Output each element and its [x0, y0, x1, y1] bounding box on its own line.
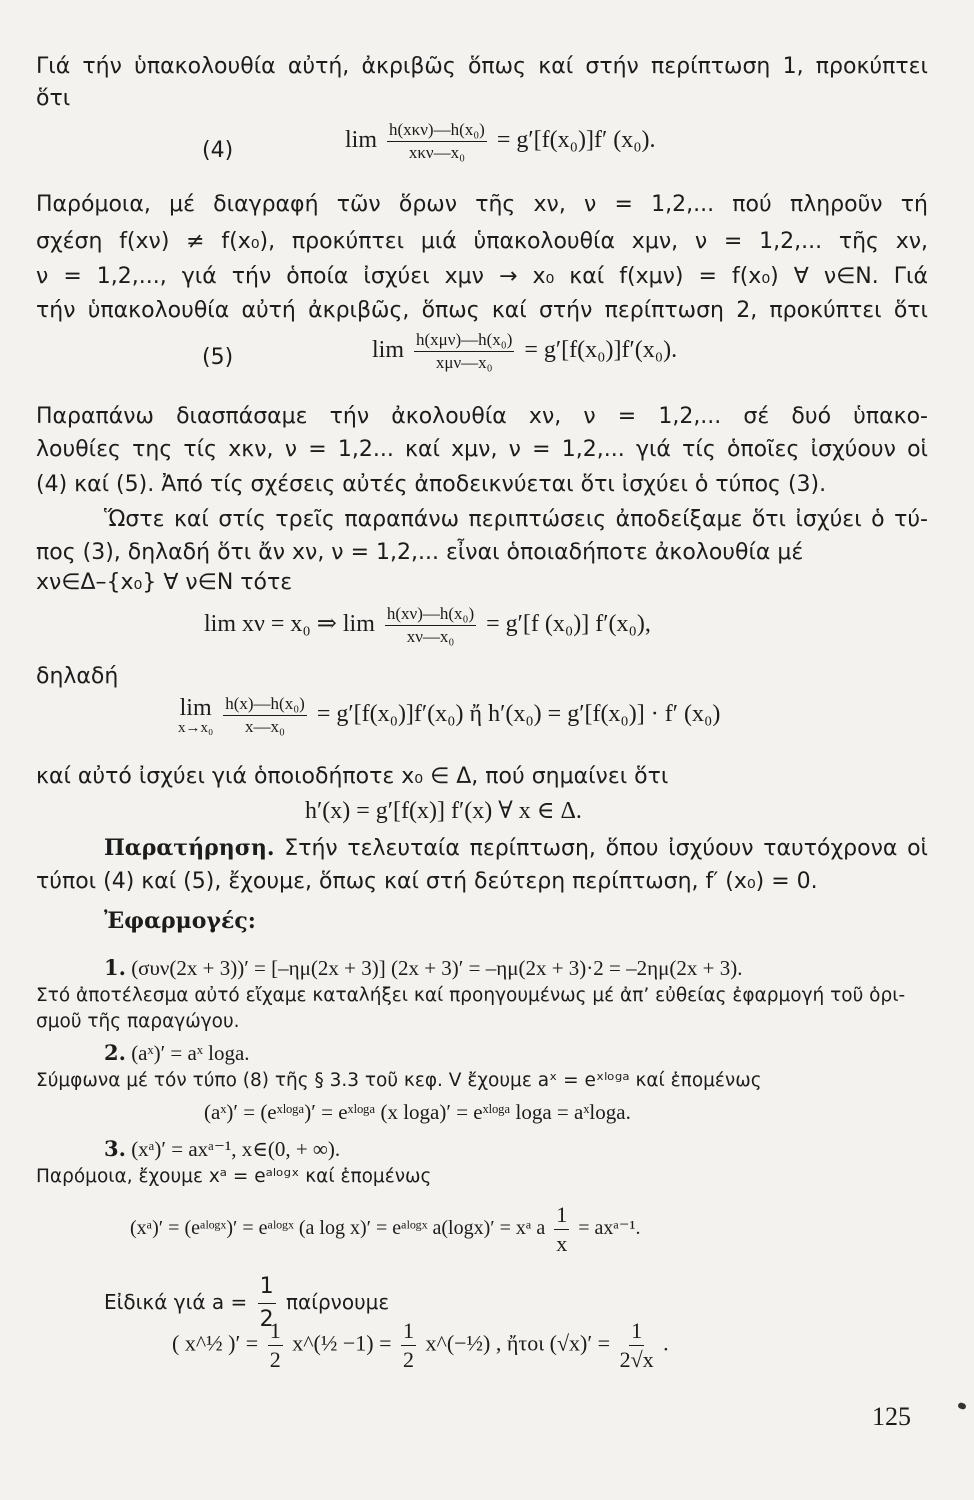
- formula-part: x^(½ −1) =: [292, 1330, 392, 1356]
- remark-label: Παρατήρηση.: [104, 835, 275, 861]
- fraction-numerator: 1: [401, 1318, 416, 1346]
- text-line: δηλαδή: [36, 664, 119, 689]
- equation-4: [345, 120, 656, 163]
- equation-derivative: [178, 694, 720, 737]
- equation-lhs: (xᵃ)′ = (eᵃˡᵒᵍˣ)′ = eᵃˡᵒᵍˣ (a log x)′ = eᵃˡᵒᵍˣ a(logx)′ = xᵃ a: [130, 1217, 546, 1240]
- text-line: (4) καί (5). Ἀπό τίς σχέσεις αὐτές ἀποδεικνύεται ὅτι ἰσχύει ὁ τύπος (3).: [36, 472, 827, 497]
- text-line: Στό ἀποτέλεσμα αὐτό εἴχαμε καταλήξει καί προηγουμένως μέ ἀπ’ εὐθείας ἐφαρμογή τοῦ ὁρι-: [36, 985, 906, 1006]
- fraction: [387, 120, 487, 163]
- equation-rhs: = g′[f(x₀)]f′(x₀).: [524, 337, 678, 364]
- application-2-derivation: (aˣ)′ = (eˣˡᵒᵍᵃ)′ = eˣˡᵒᵍᵃ (x loga)′ = eˣˡᵒᵍᵃ loga = aˣloga.: [204, 1100, 631, 1124]
- text-line: πος (3), δηλαδή ὅτι ἄν xν, ν = 1,2,... εἶναι ὁποιαδήποτε ἀκολουθία μέ: [36, 540, 804, 565]
- formula-part: x^(−½) , ἤτοι (√x)′ =: [425, 1330, 611, 1356]
- application-2: [104, 1040, 250, 1066]
- fraction-denominator: x—x₀: [245, 717, 285, 736]
- fraction: [414, 330, 514, 373]
- text-line: σμοῦ τῆς παραγώγου.: [36, 1011, 240, 1032]
- fraction: [268, 1318, 283, 1373]
- text-line: Ὥστε καί στίς τρεῖς παραπάνω περιπτώσεις ἀποδείξαμε ὅτι ἰσχύει ὁ τύ-: [104, 507, 928, 532]
- page-number: 125: [872, 1402, 911, 1431]
- application-3: [104, 1136, 340, 1162]
- lim-block: [178, 695, 213, 737]
- text-line: ν = 1,2,..., γιά τήν ὁποία ἰσχύει xμν → x₀ καί f(xμν) = f(x₀) ∀ ν∈N. Γιά: [36, 264, 928, 289]
- equation-rhs: = axᵃ⁻¹.: [578, 1217, 641, 1240]
- equation-lhs: lim xν = x₀ ⇒ lim: [204, 611, 375, 638]
- fraction-denominator: xκν—x₀: [408, 143, 466, 162]
- application-formula: (xᵃ)′ = axᵃ⁻¹, x∈(0, + ∞).: [131, 1137, 341, 1161]
- fraction: [385, 604, 476, 647]
- remark-text: Στήν τελευταία περίπτωση, ὅπου ἰσχύουν ταυτόχρονα οἱ: [274, 836, 928, 861]
- equation-number: (5): [202, 345, 234, 370]
- text-line: Παρόμοια, μέ διαγραφή τῶν ὅρων τῆς xν, ν = 1,2,... πού πληροῦν τή: [36, 192, 928, 217]
- text-line: λουθίες της τίς xκν, ν = 1,2... καί xμν, ν = 1,2,... γιά τίς ὁποῖες ἰσχύουν οἱ: [36, 437, 928, 462]
- formula-part: ( x^½ )′ =: [172, 1330, 259, 1356]
- equation-rhs: = g′[f (x₀)] f′(x₀),: [486, 611, 651, 638]
- fraction: [401, 1318, 416, 1373]
- fraction-denominator: 2: [259, 1307, 274, 1332]
- section-title: Ἐφαρμογές:: [104, 908, 256, 934]
- text-line: Σύμφωνα μέ τόν τύπο (8) τῆς § 3.3 τοῦ κεφ. V ἔχουμε aˣ = eˣˡᵒᵍᵃ καί ἑπομένως: [36, 1070, 762, 1091]
- formula-part: .: [663, 1330, 669, 1356]
- fraction: [620, 1318, 654, 1373]
- fraction-numerator: h(xμν)—h(x₀): [414, 330, 514, 352]
- text-line: Γιά τήν ὑπακολουθία αὐτή, ἀκριβῶς ὅπως καί στήν περίπτωση 1, προκύπτει: [36, 54, 928, 79]
- text-line: Παραπάνω διασπάσαμε τήν ἀκολουθία xν, ν = 1,2,... σέ δυό ὑπακο-: [36, 404, 928, 429]
- text-line: σχέση f(xν) ≠ f(x₀), προκύπτει μιά ὑπακολουθία xμν, ν = 1,2,... τῆς xν,: [36, 229, 928, 254]
- fraction-numerator: h(xν)—h(x₀): [385, 604, 476, 626]
- application-1: [104, 955, 742, 981]
- application-formula: (aˣ)′ = aˣ loga.: [131, 1041, 250, 1065]
- equation-number: (4): [202, 138, 234, 163]
- equation-rhs: = g′[f(x₀)]f′(x₀) ἤ h′(x₀) = g′[f(x₀)] · f′ (x₀): [316, 701, 721, 728]
- item-number: 3.: [104, 1136, 126, 1161]
- lim-subscript: x→x₀: [178, 719, 214, 736]
- text: παίρνουμε: [285, 1290, 390, 1314]
- remark-line: [104, 833, 928, 864]
- fraction-numerator: 1: [268, 1318, 283, 1346]
- fraction-denominator: 2√x: [619, 1347, 654, 1372]
- application-formula: (συν(2x + 3))′ = [–ημ(2x + 3)] (2x + 3)′ = –ημ(2x + 3)·2 = –2ημ(2x + 3).: [131, 956, 743, 980]
- text-line: τήν ὑπακολουθία αὐτή ἀκριβῶς, ὅπως καί στήν περίπτωση 2, προκύπτει ὅτι: [36, 298, 928, 323]
- fraction: [554, 1202, 569, 1257]
- scan-mark: [957, 1402, 967, 1410]
- fraction-numerator: h(xκν)—h(x₀): [387, 120, 487, 142]
- item-number: 2.: [104, 1040, 126, 1065]
- fraction-numerator: 1: [629, 1318, 644, 1346]
- lim-operator: lim: [345, 127, 378, 154]
- item-number: 1.: [104, 955, 126, 980]
- equation-chain-rule: h′(x) = g′[f(x)] f′(x) ∀ x ∈ Δ.: [305, 798, 582, 824]
- lim-operator: lim: [372, 337, 405, 364]
- text: Εἰδικά γιά a =: [104, 1290, 248, 1314]
- fraction-denominator: xν—x₀: [406, 627, 455, 646]
- equation-rhs: = g′[f(x₀)]f′ (x₀).: [496, 127, 656, 154]
- sqrt-derivative-formula: [172, 1318, 669, 1373]
- text-line: καί αὐτό ἰσχύει γιά ὁποιοδήποτε x₀ ∈ Δ, πού σημαίνει ὅτι: [36, 764, 669, 789]
- fraction-denominator: 2: [269, 1347, 281, 1372]
- fraction: [223, 694, 307, 737]
- text-line: ὅτι: [36, 86, 71, 111]
- fraction-numerator: 1: [258, 1272, 276, 1304]
- equation-5: [372, 330, 677, 373]
- equation-limit-implication: [204, 604, 651, 647]
- text-line: xν∈Δ–{x₀} ∀ ν∈N τότε: [36, 570, 293, 595]
- fraction-numerator: 1: [554, 1202, 569, 1230]
- application-3-derivation: [130, 1202, 640, 1257]
- fraction-denominator: xμν—x₀: [435, 353, 493, 372]
- fraction-numerator: h(x)—h(x₀): [223, 694, 307, 716]
- text-line: τύποι (4) καί (5), ἔχουμε, ὅπως καί στή δεύτερη περίπτωση, f′ (x₀) = 0.: [36, 869, 818, 894]
- fraction-denominator: x: [556, 1231, 568, 1256]
- fraction-denominator: 2: [403, 1347, 414, 1372]
- text-line: Παρόμοια, ἔχουμε xᵃ = eᵃˡᵒᵍˣ καί ἑπομένως: [36, 1166, 432, 1187]
- lim-operator: lim: [179, 694, 212, 721]
